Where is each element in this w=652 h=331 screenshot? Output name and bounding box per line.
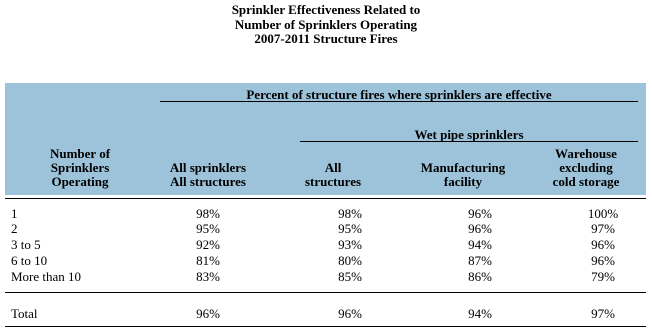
- col-header-line: Warehouse: [555, 146, 617, 161]
- col-header-line: Sprinklers: [50, 160, 110, 175]
- col-header-manufacturing: [400, 161, 526, 189]
- cell-warehouse: 96%: [591, 253, 615, 268]
- col-header-line: cold storage: [552, 174, 620, 189]
- cell-all-sprinklers: 96%: [196, 306, 220, 321]
- percent-effective-rule: [160, 101, 638, 102]
- cell-all-structures: 85%: [338, 269, 362, 284]
- title-line: Sprinkler Effectiveness Related to: [231, 2, 421, 17]
- cell-manufacturing: 87%: [468, 253, 492, 268]
- col-header-line: Manufacturing: [420, 160, 506, 175]
- total-row: [5, 307, 646, 321]
- cell-all-structures: 93%: [338, 237, 362, 252]
- title-line: 2007-2011 Structure Fires: [254, 31, 398, 46]
- wet-pipe-rule: [300, 141, 638, 142]
- cell-all-structures: 96%: [338, 306, 362, 321]
- col-header-line: All: [324, 160, 342, 175]
- cell-manufacturing: 94%: [468, 306, 492, 321]
- col-header-line: structures: [304, 174, 362, 189]
- cell-manufacturing: 86%: [468, 269, 492, 284]
- cell-manufacturing: 94%: [468, 237, 492, 252]
- cell-warehouse: 97%: [591, 306, 615, 321]
- row-label: More than 10: [11, 269, 82, 284]
- cell-warehouse: 79%: [591, 269, 615, 284]
- col-header-line: facility: [443, 174, 483, 189]
- row-label: 1: [11, 206, 18, 221]
- col-header-all-structures: [278, 161, 388, 189]
- cell-all-sprinklers: 95%: [196, 221, 220, 236]
- cell-warehouse: 96%: [591, 237, 615, 252]
- col-header-line: excluding: [559, 160, 613, 175]
- wet-pipe-label: Wet pipe sprinklers: [414, 127, 524, 142]
- col-header-number: [25, 147, 135, 189]
- cell-warehouse: 100%: [587, 206, 619, 221]
- table-row: [5, 254, 646, 268]
- header-bottom-rule: [5, 198, 646, 199]
- cell-all-sprinklers: 92%: [196, 237, 220, 252]
- cell-all-sprinklers: 81%: [196, 253, 220, 268]
- col-header-line: Number of: [49, 146, 111, 161]
- table-title: [0, 3, 652, 47]
- table-row: [5, 238, 646, 252]
- table-row: [5, 222, 646, 236]
- cell-all-structures: 98%: [338, 206, 362, 221]
- table-row: [5, 270, 646, 284]
- col-header-all-sprinklers: [145, 161, 271, 189]
- col-header-line: All sprinklers: [169, 160, 247, 175]
- cell-warehouse: 97%: [591, 221, 615, 236]
- cell-all-sprinklers: 98%: [196, 206, 220, 221]
- col-header-line: All structures: [170, 174, 246, 189]
- col-header-line: Operating: [51, 174, 109, 189]
- table-bottom-rule: [5, 326, 646, 327]
- title-line: Number of Sprinklers Operating: [234, 16, 418, 32]
- total-top-rule: [5, 292, 646, 293]
- row-label: 3 to 5: [11, 237, 41, 252]
- row-label: 6 to 10: [11, 253, 48, 268]
- total-label: Total: [11, 306, 38, 321]
- cell-all-structures: 95%: [338, 221, 362, 236]
- cell-all-structures: 80%: [338, 253, 362, 268]
- cell-manufacturing: 96%: [468, 221, 492, 236]
- table-row: [5, 207, 646, 221]
- cell-manufacturing: 96%: [468, 206, 492, 221]
- cell-all-sprinklers: 83%: [196, 269, 220, 284]
- percent-effective-label: Percent of structure fires where sprinklers are effective: [246, 87, 552, 102]
- col-header-warehouse: [528, 147, 644, 189]
- row-label: 2: [11, 221, 18, 236]
